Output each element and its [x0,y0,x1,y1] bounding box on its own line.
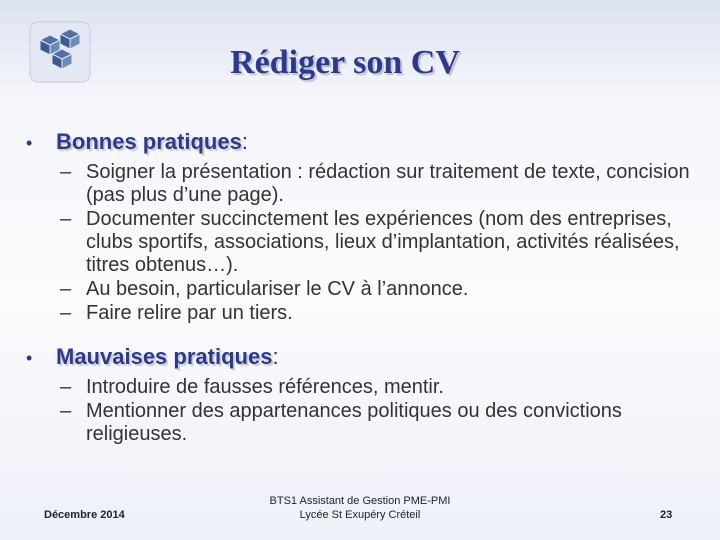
section-good-practices [26,128,696,325]
section-heading: Bonnes pratiques [56,129,242,154]
list-item-text: Faire relire par un tiers. [86,302,293,324]
bullet-heading [26,343,696,372]
page-number: 23 [660,509,673,521]
list-item-text: Mentionner des appartenances politiques ou des convictions religieuses. [86,400,622,445]
footer-date: Décembre 2014 [44,509,125,521]
slide-title: Rédiger son CV [230,44,460,81]
dash-icon: – [60,302,72,324]
slide-body [26,128,696,447]
list-item [60,302,696,325]
dash-icon: – [60,208,72,230]
dash-icon: – [60,278,72,300]
list-item [60,278,696,301]
footer-course [230,494,490,522]
list-item [60,208,696,277]
bullet-icon: • [26,348,33,368]
list-item-text: Soigner la présentation : rédaction sur traitement de texte, concision (pas plus d’une page). [86,161,690,206]
list-item-text: Au besoin, particulariser le CV à l’annonce. [86,278,469,300]
section-heading: Mauvaises pratiques [56,344,273,369]
bullet-list [60,161,696,325]
list-item [60,161,696,207]
section-bad-practices [26,343,696,446]
bullet-list [60,376,696,446]
dash-icon: – [60,376,72,398]
list-item [60,376,696,399]
dash-icon: – [60,161,72,183]
dash-icon: – [60,400,72,422]
bullet-heading [26,128,696,157]
list-item [60,400,696,446]
bullet-icon: • [26,133,33,153]
heading-colon: : [272,344,279,369]
heading-colon: : [241,129,248,154]
footer-line-1: BTS1 Assistant de Gestion PME-PMI [269,495,451,507]
footer-line-2: Lycée St Exupéry Créteil [299,509,421,521]
list-item-text: Introduire de fausses références, mentir. [86,376,444,398]
list-item-text: Documenter succinctement les expériences (nom des entreprises, clubs sportifs, associations, lieux d’implantation, activités réalisées, titres obtenus…). [86,208,680,276]
